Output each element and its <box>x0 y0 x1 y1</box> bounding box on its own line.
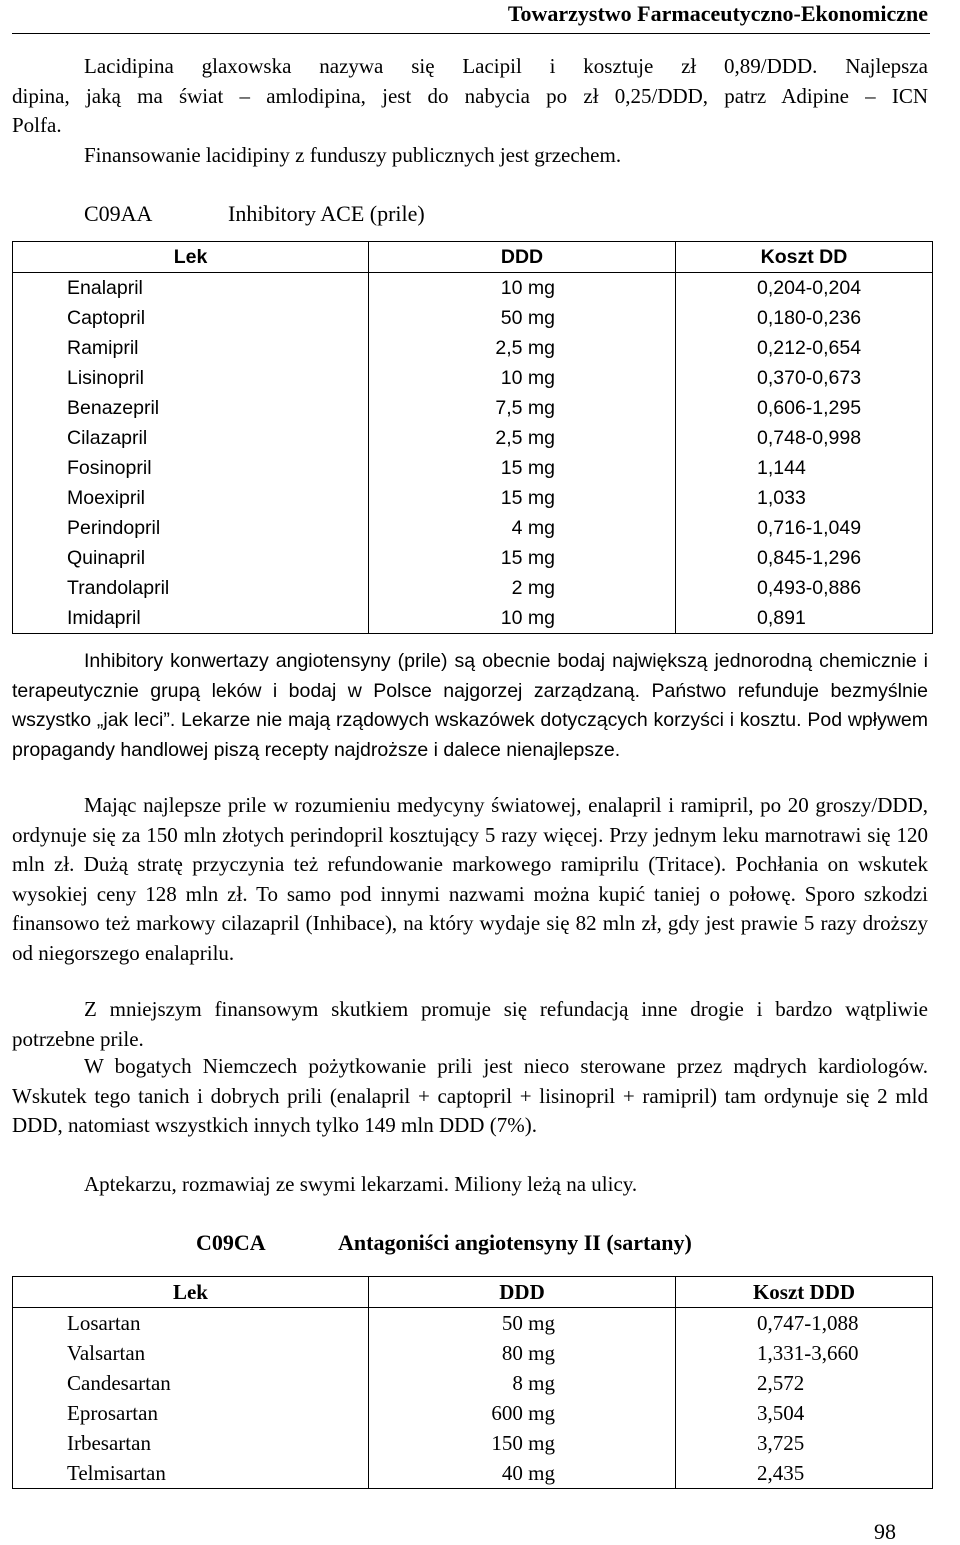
ddd-value: 150 mg <box>491 1431 555 1455</box>
ddd-value: 2 mg <box>511 577 555 599</box>
ddd-cell <box>369 1398 676 1428</box>
ddd-cell <box>369 1338 676 1368</box>
drug-name-cell: Eprosartan <box>13 1398 369 1428</box>
ddd-cell <box>369 543 676 573</box>
section-title-sartan: Antagoniści angiotensyny II (sartany) <box>338 1230 692 1255</box>
drug-name-cell: Perindopril <box>13 513 369 543</box>
ddd-cell <box>369 363 676 393</box>
drug-name-cell: Fosinopril <box>13 453 369 483</box>
table-row <box>13 273 933 304</box>
ddd-value: 2,5 mg <box>495 337 555 359</box>
cost-cell: 0,716-1,049 <box>757 517 862 539</box>
drug-name-cell: Irbesartan <box>13 1428 369 1458</box>
cost-cell: 0,748-0,998 <box>757 427 862 449</box>
cost-cell: 0,204-0,204 <box>757 277 862 299</box>
table-row <box>13 603 933 634</box>
table-row <box>13 1368 933 1398</box>
intro-line: dipina, jaką ma świat – amlodipina, jest do nabycia po zł 0,25/DDD, patrz Adipine – ICN <box>12 83 928 108</box>
body-paragraph-1: Inhibitory konwertazy angiotensyny (prile) są obecnie bodaj największą jednorodną chemicznie i terapeutycznie grupą leków i bodaj w Polsce najgorzej zarządzaną. Państwo refunduje bezmyślnie wszystko „jak leci”. Lekarze nie mają rządowych wskazówek dotyczących korzyści i kosztu. Pod wpływem propagandy handlowej piszą recepty najdroższe i dalece nienajlepsze. <box>12 650 928 761</box>
ddd-value: 600 mg <box>491 1401 555 1425</box>
drug-name-cell: Ramipril <box>13 333 369 363</box>
ddd-value: 2,5 mg <box>495 427 555 449</box>
running-header: Towarzystwo Farmaceutyczno-Ekonomiczne <box>507 1 928 26</box>
column-header-ddd: DDD <box>369 242 676 273</box>
table-row <box>13 453 933 483</box>
table-row <box>13 1398 933 1428</box>
ace-inhibitors-table <box>12 241 933 634</box>
drug-name-cell: Moexipril <box>13 483 369 513</box>
column-header-cost: Koszt DDD <box>676 1277 933 1308</box>
table-header-row <box>13 242 933 273</box>
table-row <box>13 1428 933 1458</box>
column-header-drug: Lek <box>13 242 369 273</box>
table-row <box>13 303 933 333</box>
drug-name-cell: Imidapril <box>13 603 369 634</box>
ddd-value: 10 mg <box>500 367 555 389</box>
section-code-ace: C09AA <box>84 201 153 226</box>
header-rule <box>12 33 930 34</box>
table-row <box>13 573 933 603</box>
body-paragraph-4: W bogatych Niemczech pożytkowanie prili jest nieco sterowane przez mądrych kardiologów. Wskutek tego tanich i dobrych prili (enalapril + captopril + lisinopril + ramipril) tam ordynuje się 2 mld DDD, natomiast wszystkich innych tylko 149 mln DDD (7%). <box>12 1054 928 1137</box>
ddd-value: 80 mg <box>501 1341 555 1365</box>
cost-cell: 0,845-1,296 <box>757 547 862 569</box>
drug-name-cell: Trandolapril <box>13 573 369 603</box>
ddd-value: 15 mg <box>500 487 555 509</box>
drug-name-cell: Enalapril <box>13 273 369 304</box>
table-row <box>13 333 933 363</box>
drug-name-cell: Valsartan <box>13 1338 369 1368</box>
ddd-cell <box>369 393 676 423</box>
body-paragraph-2: Mając najlepsze prile w rozumieniu medycyny światowej, enalapril i ramipril, po 20 groszy/DDD, ordynuje się za 150 mln złotych perindopril kosztujący 5 razy więcej. Przy jednym leku marnotrawi się 120 mln zł. Dużą stratę przyczynia też refundowanie markowego ramiprilu (Tritace). Pochłania on wskutek wysokiej ceny 128 mln zł. To samo pod innymi nazwami można kupić taniej o połowę. Sporo szkodzi finansowo też markowy cilazapril (Inhibace), na który wydaje się 82 mln zł, gdy jest prawie 5 razy droższy od niegorszego enalaprilu. <box>12 793 928 965</box>
drug-name-cell: Benazepril <box>13 393 369 423</box>
column-header-ddd: DDD <box>369 1277 676 1308</box>
table-row <box>13 423 933 453</box>
ddd-value: 8 mg <box>512 1371 555 1395</box>
column-header-cost: Koszt DD <box>676 242 933 273</box>
drug-name-cell: Telmisartan <box>13 1458 369 1489</box>
table-row <box>13 543 933 573</box>
ddd-cell <box>369 573 676 603</box>
section-title-ace: Inhibitory ACE (prile) <box>228 201 425 226</box>
cost-cell: 3,504 <box>757 1401 805 1425</box>
intro-line: Lacidipina glaxowska nazywa się Lacipil i kosztuje zł 0,89/DDD. Najlepsza <box>84 54 928 78</box>
table-row <box>13 1458 933 1489</box>
column-header-drug: Lek <box>13 1277 369 1308</box>
cost-cell: 0,212-0,654 <box>757 337 862 359</box>
ddd-cell <box>369 273 676 304</box>
drug-name-cell: Lisinopril <box>13 363 369 393</box>
drug-name-cell: Captopril <box>13 303 369 333</box>
cost-cell: 2,435 <box>757 1461 805 1485</box>
ddd-value: 10 mg <box>500 277 555 299</box>
section-code-sartan: C09CA <box>196 1230 266 1255</box>
drug-name-cell: Losartan <box>13 1308 369 1339</box>
cost-cell: 3,725 <box>757 1431 805 1455</box>
cost-cell: 1,331-3,660 <box>757 1341 859 1365</box>
ddd-cell <box>369 483 676 513</box>
ddd-cell <box>369 423 676 453</box>
sartans-table <box>12 1276 933 1489</box>
cost-cell: 0,180-0,236 <box>757 307 862 329</box>
cost-cell: 1,033 <box>757 487 806 509</box>
intro-line: Polfa. <box>12 113 62 137</box>
table-row <box>13 1308 933 1339</box>
cost-cell: 0,891 <box>757 607 806 629</box>
ddd-value: 15 mg <box>500 547 555 569</box>
cost-cell: 0,370-0,673 <box>757 367 862 389</box>
table-row <box>13 483 933 513</box>
table-row <box>13 393 933 423</box>
ddd-value: 40 mg <box>501 1461 555 1485</box>
ddd-cell <box>369 603 676 634</box>
ddd-value: 15 mg <box>500 457 555 479</box>
ddd-value: 4 mg <box>511 517 555 539</box>
ddd-value: 7,5 mg <box>495 397 555 419</box>
ddd-cell <box>369 1458 676 1489</box>
table-header-row <box>13 1277 933 1308</box>
drug-name-cell: Candesartan <box>13 1368 369 1398</box>
ddd-cell <box>369 333 676 363</box>
drug-name-cell: Cilazapril <box>13 423 369 453</box>
body-paragraph-5: Aptekarzu, rozmawiaj ze swymi lekarzami. Miliony leżą na ulicy. <box>84 1172 638 1196</box>
intro-paragraph-1 <box>12 52 928 141</box>
page-number: 98 <box>874 1519 896 1544</box>
table-row <box>13 513 933 543</box>
ddd-cell <box>369 303 676 333</box>
cost-cell: 0,747-1,088 <box>757 1311 859 1335</box>
drug-name-cell: Quinapril <box>13 543 369 573</box>
ddd-cell <box>369 1368 676 1398</box>
cost-cell: 0,493-0,886 <box>757 577 862 599</box>
ddd-cell <box>369 513 676 543</box>
intro-paragraph-2: Finansowanie lacidipiny z funduszy publicznych jest grzechem. <box>84 143 622 167</box>
ddd-cell <box>369 1308 676 1339</box>
ddd-value: 50 mg <box>501 1311 555 1335</box>
body-paragraph-3: Z mniejszym finansowym skutkiem promuje się refundacją inne drogie i bardzo wątpliwie potrzebne prile. <box>12 997 928 1051</box>
cost-cell: 0,606-1,295 <box>757 397 862 419</box>
ddd-cell <box>369 1428 676 1458</box>
cost-cell: 2,572 <box>757 1371 805 1395</box>
ddd-cell <box>369 453 676 483</box>
ddd-value: 10 mg <box>500 607 555 629</box>
ddd-value: 50 mg <box>500 307 555 329</box>
table-row <box>13 1338 933 1368</box>
table-row <box>13 363 933 393</box>
cost-cell: 1,144 <box>757 457 806 479</box>
